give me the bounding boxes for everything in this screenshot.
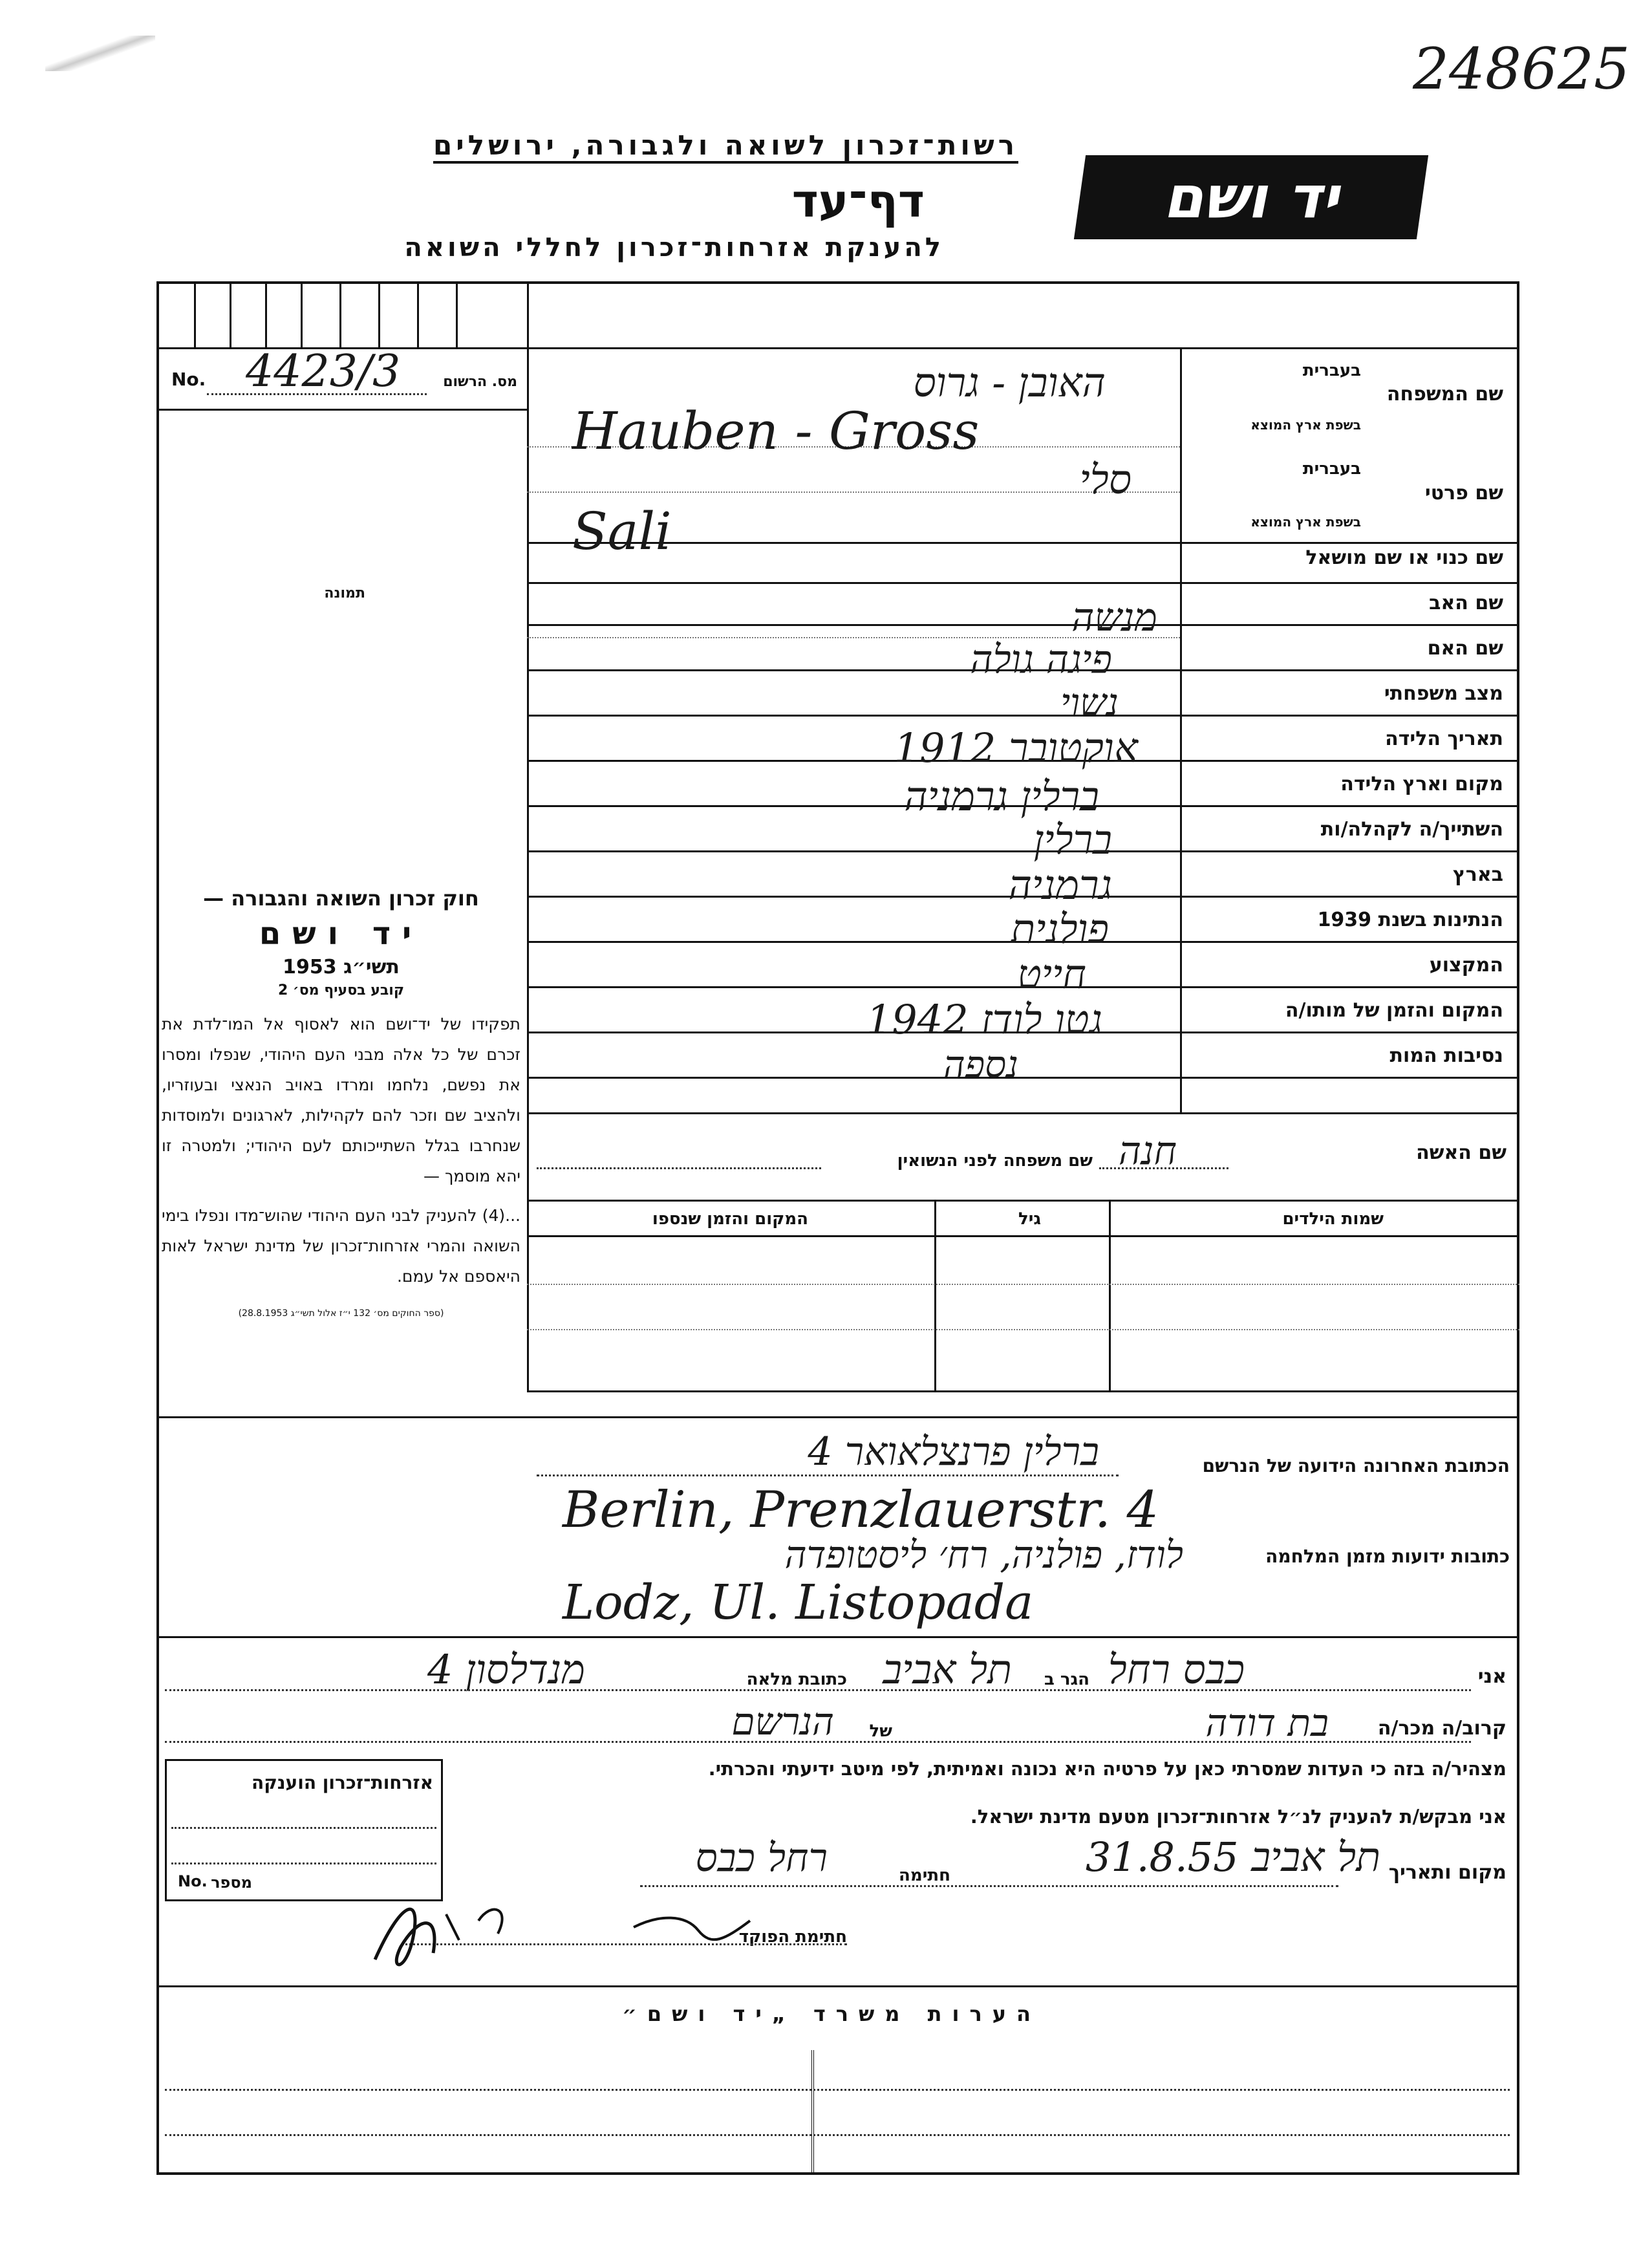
registration-number: 4423/3 [246, 346, 401, 397]
death-place-time-value: גטו לודז 1942 [866, 996, 1102, 1043]
yad-vashem-logo [1074, 155, 1428, 239]
citizenship-no-label: No. [178, 1872, 208, 1890]
full-address-label: כתובת מלאה [746, 1670, 847, 1689]
first-name-origin: Sali [572, 501, 672, 561]
strip-cell [378, 281, 380, 347]
law-name: יד ושם [259, 916, 424, 952]
children-col-divider [934, 1200, 936, 1390]
birth-date-label: תאריך הלידה [1385, 728, 1503, 750]
resides-label: הגר ב [1044, 1670, 1089, 1689]
relation-label: קרוב/ה מכר/ה [1377, 1717, 1507, 1740]
photo-label: תמונה [324, 585, 365, 601]
last-address-label: הכתובת האחרונה הידועה של הנרשם [1202, 1455, 1510, 1476]
wartime-address-label: כתובות ידועות מזמן המלחמה [1265, 1546, 1510, 1567]
wartime-address-origin: Lodz, Ul. Listopada [563, 1575, 1034, 1630]
remarks-line [165, 2134, 1510, 2136]
authority-title: רשות־זכרון לשואה ולגבורה, ירושלים [433, 129, 1018, 161]
death-circumstances-label: נסיבות המות [1389, 1044, 1503, 1067]
law-paragraph-2: ...(4) להעניק לבני העם היהודי שהוש־מדו ונפלו בימי השואה והמרי אזרחות־זכרון של מדינת ישראל לאות היאספם אל עמם. [162, 1206, 520, 1286]
declaration-text: מצהיר/ה בזה כי העדות שמסרתי כאן על פרטיה היא נכונה ואמיתית, לפי מיטב ידיעתי והכרתי. [708, 1758, 1507, 1780]
row-line [527, 542, 1519, 544]
family-name-hebrew: האובן - גרוס [913, 359, 1106, 406]
in-country-label: בארץ [1452, 863, 1503, 886]
children-table-header-line [527, 1235, 1519, 1237]
left-column-divider [527, 281, 529, 1390]
remarks-line [165, 2089, 1510, 2091]
birth-place-label: מקום וארץ הלידה [1340, 773, 1503, 795]
mother-value: פיגה גולה [970, 637, 1112, 682]
first-name-hebrew: סלי [1079, 456, 1131, 503]
form-title: דף־עד [791, 175, 925, 228]
row-line [527, 1112, 1519, 1114]
law-box [162, 886, 520, 1319]
first-name-label: שם פרטי [1424, 482, 1503, 504]
family-name-origin: Hauben - Gross [572, 401, 980, 461]
registration-no-label-en: No. [171, 369, 206, 390]
declarant-i-label: אני [1477, 1665, 1507, 1688]
family-name-label: שם המשפחה [1386, 383, 1503, 405]
law-title: חוק זכרון השואה והגבורה — [203, 886, 479, 911]
strip-cell [339, 281, 341, 347]
row-line [527, 850, 1519, 852]
place-date-label: מקום ותאריך [1388, 1861, 1507, 1884]
birth-place-value: ברלין גרמניה [904, 773, 1099, 820]
strip-cell [194, 281, 196, 347]
maiden-name-label: שם משפחה לפני הנשואין [897, 1151, 1093, 1171]
wife-name-value: חנה [1118, 1129, 1177, 1174]
law-clause: קובע בסעיף מס׳ 2 [277, 982, 405, 999]
children-names-header: שמות הילדים [1282, 1209, 1384, 1229]
declarant-name: כבס רחל [1108, 1646, 1245, 1693]
citizenship-1939-label: הנתינות בשנת 1939 [1317, 909, 1503, 931]
last-address-line [537, 1474, 1119, 1476]
first-origin-label: בשפת ארץ המוצא [1250, 514, 1361, 530]
family-origin-label: בשפת ארץ המוצא [1250, 417, 1361, 433]
row-line [527, 715, 1519, 717]
citizenship-value: פולנית [1011, 905, 1109, 953]
wife-name-label: שם האשה [1416, 1141, 1507, 1164]
birth-date-value: אוקטובר 1912 [894, 724, 1138, 772]
children-place-header: המקום והזמן שנספו [652, 1209, 808, 1229]
father-value: מנשה [1071, 595, 1157, 640]
strip-cell [265, 281, 267, 347]
address-section-line [156, 1416, 1519, 1418]
registration-no-label-he: מס. הרשום [443, 374, 517, 390]
citizenship-box-line [171, 1827, 436, 1829]
marital-status-value: נשוי [1060, 680, 1119, 724]
office-remarks-title: הערות משרד „יד ושם״ [622, 2002, 1041, 2026]
of-label: של [869, 1722, 892, 1741]
marital-status-label: מצב משפחתי [1384, 682, 1503, 705]
declarant-signature: רחל כבס [695, 1835, 828, 1881]
profession-label: המקצוע [1429, 954, 1503, 977]
first-hebrew-label: בעברית [1302, 459, 1361, 479]
death-place-time-label: המקום והזמן של מותו/ה [1285, 999, 1503, 1022]
signature-label: חתימה [899, 1866, 950, 1885]
community-value: ברלין [1033, 816, 1112, 863]
children-col-divider [1109, 1200, 1111, 1390]
family-hebrew-label: בעברית [1302, 361, 1361, 380]
citizenship-box-title: אזרחות־זכרון הוענקה [252, 1772, 433, 1793]
officer-signature-label: חתימת הפוקד [738, 1927, 847, 1947]
declarant-section-line [156, 1636, 1519, 1638]
row-line [527, 624, 1519, 626]
mother-label: שם האם [1427, 637, 1503, 660]
children-row [527, 1329, 1519, 1330]
declarant-line [165, 1689, 1471, 1691]
scan-mark [45, 36, 155, 71]
relation-line [165, 1741, 1471, 1743]
father-label: שם האב [1429, 592, 1503, 614]
profession-value: חייט [1017, 951, 1086, 998]
law-year: תשי״ג 1953 [283, 956, 400, 978]
of-value: הנרשם [731, 1700, 834, 1744]
law-paragraph-1: תפקידו של יד־ושם הוא לאסוף אל המו־לדת את זכרם של כל אלה מבני העם היהודי, שנפלו ומסרו את נפשם, נלחמו ומרדו באויב הנאצי ובעוזריו, ולהציב שם וזכר להם לקהילות, לארגונים ולמוסדות שנחרבו בגלל השתייכותם לעם היהודי; ולמטרה זו יהא מוסמך — [162, 1015, 520, 1185]
children-age-header: גיל [1018, 1209, 1041, 1229]
citizenship-box-line [171, 1863, 436, 1864]
remarks-divider [811, 2050, 814, 2175]
wartime-address-hebrew: לודז, פולניה, רח׳ ליסטופדה [784, 1533, 1183, 1577]
children-table-bottom [527, 1390, 1519, 1392]
relation-value: בת דודה [1205, 1701, 1329, 1745]
form-subtitle: להענקת אזרחות־זכרון לחללי השואה [404, 233, 944, 263]
law-source: (ספר החוקים מס׳ 132 י״ז אלול תשי״ג 28.8.1953) [238, 1308, 444, 1319]
remarks-section-line [156, 1985, 1519, 1987]
in-country-value: גרמניה [1008, 861, 1112, 909]
children-row [527, 1284, 1519, 1285]
request-text: אני מבקש/ת להעניק לנ״ל אזרחות־זכרון מטעם מדינת ישראל. [970, 1806, 1507, 1828]
community-label: השתייך/ה לקהלה/ות [1320, 818, 1503, 841]
corner-number: 248625 [1413, 36, 1630, 102]
strip-cell [301, 281, 303, 347]
nickname-label: שם כנוי או שם מושאל [1305, 546, 1503, 569]
last-address-hebrew: ברלין פרנצלאואר 4 [808, 1429, 1099, 1474]
maiden-name-line [537, 1167, 821, 1169]
declarant-city: תל אביב [883, 1646, 1012, 1693]
death-circumstances-value: נספה [943, 1042, 1018, 1086]
strip-cell [230, 281, 231, 347]
strip-cell [417, 281, 419, 347]
place-date-value: תל אביב 31.8.55 [1085, 1833, 1380, 1881]
registration-underline [156, 409, 527, 411]
label-column-divider [1180, 347, 1182, 1112]
children-table-top [527, 1200, 1519, 1202]
strip-cell [456, 281, 458, 347]
declarant-full-address: מנדלסון 4 [427, 1646, 585, 1693]
row-line [527, 582, 1519, 584]
logo-text: יד ושם [1163, 163, 1339, 232]
citizenship-number-label: מספר [211, 1874, 252, 1892]
last-address-origin: Berlin, Prenzlauerstr. 4 [563, 1481, 1159, 1539]
row-line [527, 1077, 1519, 1079]
